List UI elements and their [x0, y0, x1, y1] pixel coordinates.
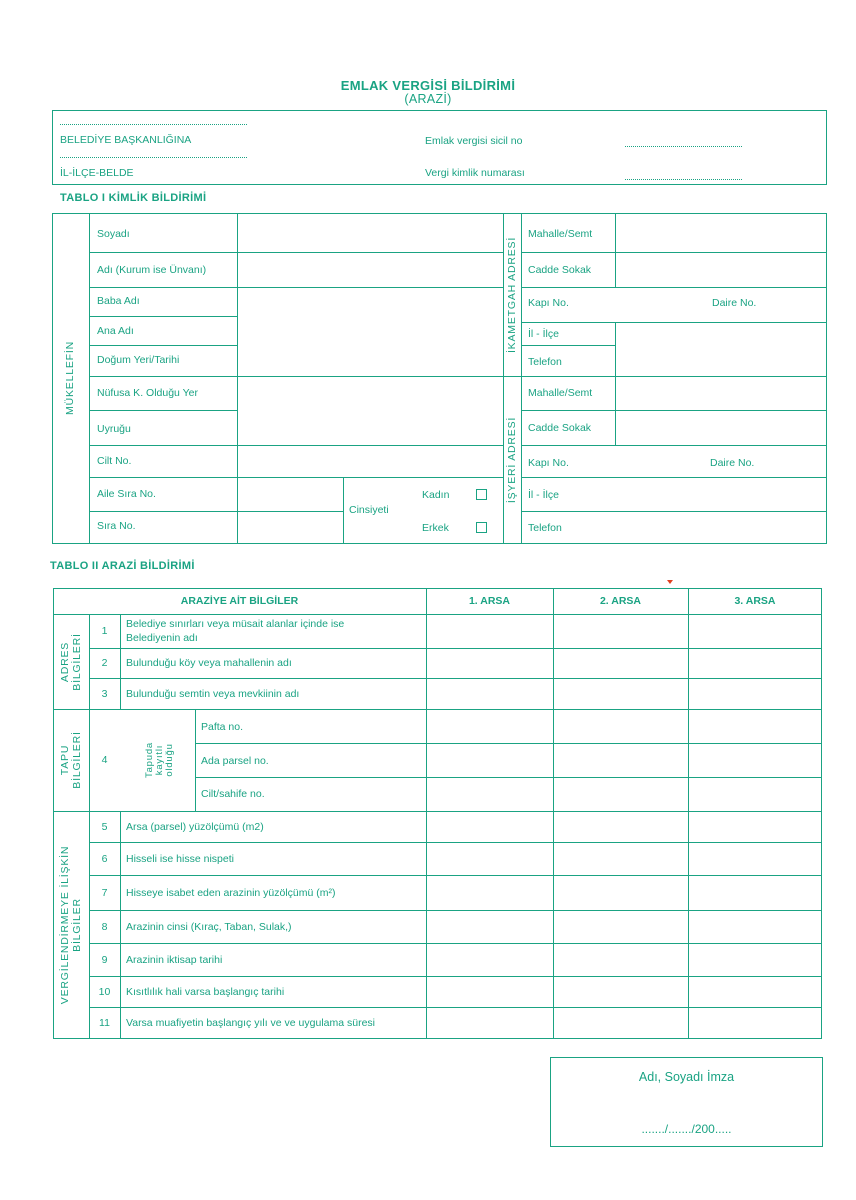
seq-no-label: Sıra No. — [97, 520, 136, 532]
deed-volume-label: Cilt/sahife no. — [201, 788, 265, 800]
deed-parcel-label: Ada parsel no. — [201, 755, 269, 767]
registry-place-label: Nüfusa K. Olduğu Yer — [97, 387, 198, 399]
row-label: Hisseye isabet eden arazinin yüzölçümü (m²) — [126, 887, 336, 899]
row-label: Kısıtlılık hali varsa başlangıç tarihi — [126, 986, 285, 998]
registry-field[interactable] — [625, 146, 742, 147]
res-street-label: Cadde Sokak — [528, 264, 592, 276]
work-city-label: İl - İlçe — [528, 489, 559, 501]
res-city-label: İl - İlçe — [528, 328, 559, 340]
form-subtitle: (ARAZİ) — [404, 92, 452, 106]
row-label: Arazinin cinsi (Kıraç, Taban, Sulak,) — [126, 921, 292, 933]
province-label: İL-İLÇE-BELDE — [60, 167, 134, 179]
row-label: Arsa (parsel) yüzölçümü (m2) — [126, 821, 264, 833]
tax-id-field[interactable] — [625, 179, 742, 180]
volume-no-label: Cilt No. — [97, 455, 132, 467]
col-header-plot1: 1. ARSA — [468, 595, 511, 607]
registry-label: Emlak vergisi sicil no — [425, 135, 523, 147]
row-no: 2 — [101, 657, 108, 669]
female-checkbox[interactable] — [476, 489, 487, 500]
row-no: 4 — [101, 754, 108, 766]
table2-title: TABLO II ARAZİ BİLDİRİMİ — [50, 560, 195, 572]
work-address-label: İŞYERİ ADRESİ — [505, 416, 518, 504]
col-header-plot3: 3. ARSA — [734, 595, 776, 607]
row-no: 1 — [101, 625, 108, 637]
row-no: 9 — [101, 954, 108, 966]
work-street-label: Cadde Sokak — [528, 422, 592, 434]
male-label: Erkek — [422, 522, 449, 534]
male-checkbox[interactable] — [476, 522, 487, 533]
family-seq-label: Aile Sıra No. — [97, 488, 156, 500]
row-no: 6 — [101, 853, 108, 865]
res-door-label: Kapı No. — [528, 297, 569, 309]
deed-sheet-label: Pafta no. — [201, 721, 244, 733]
row-no: 3 — [101, 688, 108, 700]
col-header-plot2: 2. ARSA — [599, 595, 642, 607]
land-table — [53, 588, 822, 1039]
col-header-info: ARAZİYE AİT BİLGİLER — [180, 595, 299, 607]
nationality-label: Uyruğu — [97, 423, 131, 435]
row-label: Belediye sınırları veya müsait alanlar içinde ise — [126, 618, 345, 630]
row-label: Hisseli ise hisse nispeti — [126, 853, 234, 865]
row-label: Arazinin iktisap tarihi — [126, 954, 223, 966]
form-title: EMLAK VERGİSİ BİLDİRİMİ — [340, 78, 516, 93]
work-apartment-label: Daire No. — [710, 457, 755, 469]
tax-id-label: Vergi kimlik numarası — [425, 167, 525, 179]
res-apartment-label: Daire No. — [712, 297, 757, 309]
gender-label: Cinsiyeti — [349, 504, 389, 516]
table1-title: TABLO I KİMLİK BİLDİRİMİ — [60, 192, 207, 204]
row-no: 5 — [101, 821, 108, 833]
deed-note-label: Tapuda kayıtlı olduğu — [144, 742, 175, 778]
row-no: 7 — [101, 887, 108, 899]
deed-group-label: TAPU BİLGİLERİ — [58, 731, 83, 789]
residence-address-label: İKAMETGAH ADRESİ — [505, 236, 518, 354]
row-label: Varsa muafiyetin başlangıç yılı ve ve uygulama süresi — [126, 1017, 376, 1029]
res-phone-label: Telefon — [528, 356, 562, 368]
res-district-label: Mahalle/Semt — [528, 228, 593, 240]
mother-name-label: Ana Adı — [97, 325, 134, 337]
signature-date: ......./......./200..... — [641, 1122, 732, 1136]
surname-label: Soyadı — [97, 228, 130, 240]
work-door-label: Kapı No. — [528, 457, 569, 469]
female-label: Kadın — [422, 489, 450, 501]
tax-group-label: VERGİLENDİRMEYE İLİŞKİN BİLGİLER — [58, 845, 83, 1005]
father-name-label: Baba Adı — [97, 295, 140, 307]
marker-icon — [667, 580, 673, 584]
work-district-label: Mahalle/Semt — [528, 387, 593, 399]
row-no: 11 — [99, 1017, 110, 1029]
row-no: 8 — [101, 921, 108, 933]
row-label: Bulunduğu köy veya mahallenin adı — [126, 657, 292, 669]
work-phone-label: Telefon — [528, 522, 562, 534]
row-label: Bulunduğu semtin veya mevkiinin adı — [126, 688, 300, 700]
municipality-label: BELEDİYE BAŞKANLIĞINA — [60, 134, 192, 146]
birth-label: Doğum Yeri/Tarihi — [97, 354, 180, 366]
row-label-cont: Belediyenin adı — [126, 632, 198, 644]
signature-label: Adı, Soyadı İmza — [638, 1070, 735, 1084]
row-no: 10 — [98, 986, 111, 998]
taxpayer-side-label: MÜKELLEFİN — [63, 341, 76, 415]
address-group-label: ADRES BİLGİLERİ — [58, 633, 83, 691]
name-label: Adı (Kurum ise Ünvanı) — [97, 264, 207, 276]
